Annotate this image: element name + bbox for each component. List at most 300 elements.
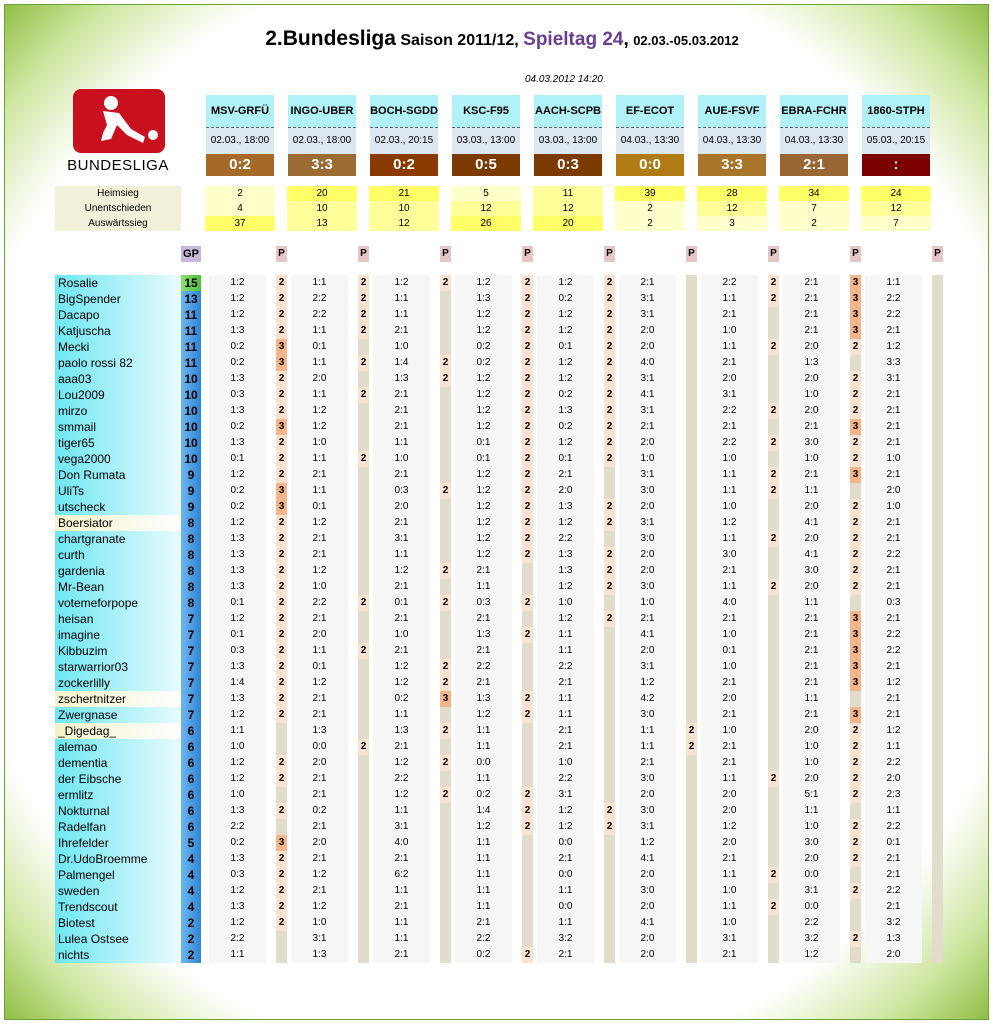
tip-points: 2 [440, 723, 451, 739]
tip-points [932, 803, 943, 819]
tip-points [358, 419, 369, 435]
player-tip: 1:4 [209, 675, 266, 691]
player-name: mirzo [55, 403, 181, 419]
player-tip: 2:1 [537, 739, 594, 755]
player-tip: 1:1 [865, 275, 922, 291]
player-tip: 2:2 [865, 643, 922, 659]
player-points: 7 [181, 675, 201, 691]
player-tip: 2:1 [865, 467, 922, 483]
player-tip: 2:2 [537, 771, 594, 787]
player-points: 6 [181, 787, 201, 803]
tip-points [440, 819, 451, 835]
player-tip: 1:3 [209, 563, 266, 579]
tip-points [358, 771, 369, 787]
player-tip: 4:1 [619, 387, 676, 403]
tip-points [932, 275, 943, 291]
tip-points: 2 [276, 387, 287, 403]
tip-points: 2 [850, 451, 861, 467]
tip-points [932, 691, 943, 707]
tip-points [604, 915, 615, 931]
tip-points [768, 947, 779, 963]
tip-points: 3 [850, 291, 861, 307]
tip-points [686, 451, 697, 467]
player-name: Zwergnase [55, 707, 181, 723]
player-tip: 1:1 [865, 803, 922, 819]
player-tip: 1:3 [455, 627, 512, 643]
player-tip: 2:1 [701, 707, 758, 723]
player-tip: 2:1 [783, 419, 840, 435]
tip-points: 2 [440, 563, 451, 579]
player-name: BigSpender [55, 291, 181, 307]
tip-points: 3 [276, 835, 287, 851]
tip-points [440, 707, 451, 723]
tip-points [932, 627, 943, 643]
player-name: Palmengel [55, 867, 181, 883]
player-tip: 1:1 [373, 915, 430, 931]
tip-points [440, 579, 451, 595]
player-tip: 2:0 [701, 803, 758, 819]
tip-points: 2 [276, 915, 287, 931]
tip-points [522, 835, 533, 851]
player-tip: 2:1 [701, 419, 758, 435]
player-tip: 2:0 [783, 723, 840, 739]
tip-points [932, 787, 943, 803]
player-tip: 0:2 [209, 499, 266, 515]
stat-value: 28 [697, 186, 767, 201]
tip-points [686, 467, 697, 483]
tip-points: 2 [276, 691, 287, 707]
tip-points [686, 947, 697, 963]
tip-points: 2 [604, 323, 615, 339]
tip-points: 2 [768, 339, 779, 355]
tip-points [358, 579, 369, 595]
stat-value: 12 [861, 201, 931, 216]
tip-points: 2 [604, 819, 615, 835]
tip-points [440, 547, 451, 563]
player-tip: 1:2 [373, 563, 430, 579]
player-tip: 1:0 [291, 579, 348, 595]
player-tip: 1:2 [865, 675, 922, 691]
player-tip: 1:2 [209, 915, 266, 931]
stat-value: 2 [615, 216, 685, 231]
tip-points [768, 547, 779, 563]
tip-points: 2 [850, 339, 861, 355]
match-column [370, 95, 438, 176]
tip-points: 3 [276, 355, 287, 371]
logo-wordmark: BUNDESLIGA [67, 157, 169, 174]
tip-points: 2 [604, 403, 615, 419]
player-tip: 2:1 [291, 531, 348, 547]
tip-points [358, 947, 369, 963]
player-tip: 0:0 [537, 835, 594, 851]
player-tip: 1:3 [537, 403, 594, 419]
player-tip: 1:1 [373, 307, 430, 323]
player-tip: 1:1 [373, 931, 430, 947]
tip-points [604, 835, 615, 851]
player-tip: 2:1 [373, 947, 430, 963]
tip-points: 2 [604, 803, 615, 819]
player-name: Rosalie [55, 275, 181, 291]
player-tip: 1:0 [209, 787, 266, 803]
tip-points [768, 451, 779, 467]
player-tip: 3:1 [373, 531, 430, 547]
player-tip: 6:2 [373, 867, 430, 883]
player-tip: 2:1 [783, 707, 840, 723]
tip-points [358, 835, 369, 851]
stat-value: 12 [533, 201, 603, 216]
player-tip: 1:3 [209, 547, 266, 563]
player-tip: 1:2 [209, 275, 266, 291]
stat-value: 5 [451, 186, 521, 201]
player-points: 6 [181, 723, 201, 739]
tip-points [604, 707, 615, 723]
logo-badge [73, 89, 165, 153]
tip-points [686, 755, 697, 771]
player-tip: 1:3 [291, 723, 348, 739]
tip-points [440, 627, 451, 643]
tip-points: 2 [276, 371, 287, 387]
tip-points: 3 [850, 307, 861, 323]
player-tip: 1:1 [701, 531, 758, 547]
player-tip: 1:1 [291, 451, 348, 467]
page-title [55, 27, 949, 51]
player-tip: 1:3 [373, 371, 430, 387]
player-tip: 2:1 [783, 611, 840, 627]
player-tip: 4:2 [619, 691, 676, 707]
player-tip: 2:1 [783, 659, 840, 675]
player-tip: 0:3 [209, 643, 266, 659]
player-tip: 2:1 [865, 419, 922, 435]
player-tip: 0:2 [537, 387, 594, 403]
stat-value: 11 [533, 186, 603, 201]
tip-points: 3 [850, 627, 861, 643]
match-result: 0:2 [370, 154, 438, 176]
player-tip: 1:3 [209, 579, 266, 595]
player-tip: 2:0 [783, 771, 840, 787]
player-tip: 1:2 [209, 611, 266, 627]
player-tip: 0:3 [209, 387, 266, 403]
tip-points [932, 883, 943, 899]
player-tip: 3:1 [619, 371, 676, 387]
tip-points [276, 931, 287, 947]
player-tip: 2:2 [537, 659, 594, 675]
points-header: P [768, 246, 779, 262]
player-tip: 0:0 [783, 867, 840, 883]
tip-points [768, 723, 779, 739]
tip-points: 2 [276, 515, 287, 531]
tip-points: 2 [604, 515, 615, 531]
player-tip: 1:2 [537, 275, 594, 291]
tip-points: 3 [850, 419, 861, 435]
tip-points [932, 579, 943, 595]
tip-points [768, 819, 779, 835]
player-points: 7 [181, 611, 201, 627]
tip-points [686, 771, 697, 787]
tip-points [686, 275, 697, 291]
player-tip: 1:2 [455, 419, 512, 435]
player-tip: 1:1 [701, 771, 758, 787]
player-tip: 1:1 [537, 915, 594, 931]
tip-points: 2 [850, 883, 861, 899]
tip-points [932, 435, 943, 451]
player-tip: 2:1 [865, 899, 922, 915]
tip-points: 2 [276, 867, 287, 883]
tip-points [686, 323, 697, 339]
tip-points: 2 [522, 275, 533, 291]
player-tip: 2:1 [619, 419, 676, 435]
tip-points: 2 [604, 371, 615, 387]
player-name: aaa03 [55, 371, 181, 387]
player-tip: 1:2 [291, 867, 348, 883]
tip-points [604, 883, 615, 899]
tip-points: 2 [604, 611, 615, 627]
player-name: _Digedag_ [55, 723, 181, 739]
player-tip: 1:0 [701, 915, 758, 931]
player-tip: 3:1 [619, 515, 676, 531]
match-column [862, 95, 930, 176]
tip-points [932, 931, 943, 947]
stat-value: 37 [205, 216, 275, 231]
player-tip: 3:1 [619, 819, 676, 835]
stat-value: 24 [861, 186, 931, 201]
player-tip: 2:1 [455, 611, 512, 627]
tip-points [768, 707, 779, 723]
tip-points: 2 [276, 659, 287, 675]
player-tip: 1:2 [619, 835, 676, 851]
tip-points: 2 [276, 851, 287, 867]
tip-points [358, 659, 369, 675]
player-tip: 0:1 [455, 435, 512, 451]
stat-value: 20 [287, 186, 357, 201]
player-tip: 1:2 [455, 531, 512, 547]
tip-points [522, 867, 533, 883]
player-tip: 3:1 [619, 291, 676, 307]
match-result: 3:3 [698, 154, 766, 176]
tip-points [358, 499, 369, 515]
player-tip: 0:2 [209, 483, 266, 499]
player-tip: 1:2 [373, 659, 430, 675]
points-header: P [358, 246, 369, 262]
player-tip: 2:0 [619, 787, 676, 803]
tip-points: 2 [522, 355, 533, 371]
league-title: 2.Bundesliga [265, 27, 396, 50]
player-tip: 1:2 [537, 515, 594, 531]
player-tip: 2:1 [701, 675, 758, 691]
tip-points: 2 [276, 771, 287, 787]
player-tip: 2:1 [537, 851, 594, 867]
player-tip: 1:2 [209, 755, 266, 771]
player-tip: 1:1 [701, 579, 758, 595]
tip-points [604, 723, 615, 739]
player-tip: 2:0 [783, 499, 840, 515]
tip-points: 2 [604, 435, 615, 451]
tip-points [932, 723, 943, 739]
player-tip: 1:2 [537, 323, 594, 339]
player-points: 8 [181, 579, 201, 595]
player-tip: 2:1 [865, 531, 922, 547]
player-tip: 2:1 [373, 387, 430, 403]
player-tip: 2:0 [783, 531, 840, 547]
tip-points [932, 675, 943, 691]
tip-points [604, 739, 615, 755]
player-tip: 1:1 [455, 835, 512, 851]
tip-points: 2 [522, 451, 533, 467]
player-name: Dacapo [55, 307, 181, 323]
player-tip: 1:2 [455, 403, 512, 419]
player-tip: 2:2 [537, 531, 594, 547]
player-tip: 1:3 [209, 659, 266, 675]
player-tip: 1:0 [701, 723, 758, 739]
tip-points: 2 [276, 675, 287, 691]
match-kickoff: 02.03., 20:15 [370, 128, 438, 154]
player-tip: 2:1 [783, 675, 840, 691]
tip-points: 2 [276, 755, 287, 771]
tip-points: 2 [276, 579, 287, 595]
player-name: starwarrior03 [55, 659, 181, 675]
player-tip: 2:0 [865, 483, 922, 499]
tip-points: 2 [522, 547, 533, 563]
player-tip: 1:1 [455, 579, 512, 595]
player-tip: 1:2 [865, 723, 922, 739]
tip-points [440, 387, 451, 403]
update-timestamp: 04.03.2012 14:20 [525, 74, 603, 85]
tip-points [686, 675, 697, 691]
player-tip: 1:2 [455, 307, 512, 323]
player-tip: 1:2 [537, 803, 594, 819]
player-points: 15 [181, 275, 201, 291]
player-tip: 1:2 [455, 707, 512, 723]
tip-points [440, 867, 451, 883]
player-name: Boersiator [55, 515, 181, 531]
player-tip: 1:0 [537, 755, 594, 771]
tip-points [932, 499, 943, 515]
match-column [698, 95, 766, 176]
tip-points [686, 915, 697, 931]
player-name: Lulea Ostsee [55, 931, 181, 947]
tip-points: 3 [276, 499, 287, 515]
match-result: 2:1 [780, 154, 848, 176]
player-tip: 2:1 [537, 723, 594, 739]
player-tip: 1:0 [783, 755, 840, 771]
tip-points [850, 355, 861, 371]
player-tip: 2:1 [291, 771, 348, 787]
player-tip: 2:1 [291, 819, 348, 835]
player-tip: 2:0 [619, 339, 676, 355]
player-name: imagine [55, 627, 181, 643]
tip-points [768, 355, 779, 371]
tip-points [604, 931, 615, 947]
player-name: Don Rumata [55, 467, 181, 483]
tip-points: 3 [850, 707, 861, 723]
player-tip: 2:1 [291, 851, 348, 867]
player-tip: 2:0 [783, 371, 840, 387]
tip-points: 2 [522, 387, 533, 403]
player-tip: 2:2 [291, 291, 348, 307]
tip-points: 2 [276, 451, 287, 467]
player-tip: 4:0 [619, 355, 676, 371]
tip-points [686, 819, 697, 835]
stat-value: 26 [451, 216, 521, 231]
tip-points: 2 [768, 483, 779, 499]
tip-points [522, 723, 533, 739]
player-tip: 2:1 [701, 851, 758, 867]
tip-points [932, 467, 943, 483]
player-tip: 2:0 [783, 339, 840, 355]
player-tip: 4:0 [701, 595, 758, 611]
tip-points: 2 [276, 707, 287, 723]
tip-points [932, 403, 943, 419]
player-tip: 3:0 [701, 547, 758, 563]
stat-value: 2 [615, 201, 685, 216]
tip-points [522, 915, 533, 931]
player-tip: 1:2 [701, 515, 758, 531]
tip-points: 2 [276, 307, 287, 323]
player-points: 8 [181, 515, 201, 531]
player-tip: 2:2 [865, 547, 922, 563]
tip-points [276, 819, 287, 835]
player-tip: 1:2 [455, 387, 512, 403]
stat-value: 12 [369, 216, 439, 231]
tip-points: 2 [276, 883, 287, 899]
tip-points [768, 739, 779, 755]
player-tip: 3:0 [783, 835, 840, 851]
tip-points [522, 851, 533, 867]
player-points: 4 [181, 899, 201, 915]
player-tip: 2:3 [865, 787, 922, 803]
player-name: curth [55, 547, 181, 563]
tip-points [932, 851, 943, 867]
match-column [616, 95, 684, 176]
tip-table [55, 17, 949, 992]
player-points: 6 [181, 819, 201, 835]
player-tip: 2:0 [619, 547, 676, 563]
player-tip: 3:1 [783, 883, 840, 899]
tip-points: 2 [522, 403, 533, 419]
tip-points [604, 947, 615, 963]
match-teams: MSV-GRFÜ [206, 95, 274, 128]
tip-points [932, 611, 943, 627]
tip-points: 2 [358, 291, 369, 307]
player-tip: 1:2 [537, 611, 594, 627]
player-points: 4 [181, 851, 201, 867]
match-kickoff: 03.03., 13:00 [452, 128, 520, 154]
player-tip: 2:2 [865, 819, 922, 835]
player-tip: 0:0 [537, 899, 594, 915]
player-tip: 2:1 [783, 291, 840, 307]
player-tip: 1:1 [373, 291, 430, 307]
tip-points [768, 851, 779, 867]
tip-points: 2 [850, 771, 861, 787]
player-tip: 0:2 [537, 419, 594, 435]
tip-points: 2 [276, 403, 287, 419]
player-tip: 2:1 [865, 403, 922, 419]
player-tip: 1:1 [291, 643, 348, 659]
player-tip: 2:1 [701, 755, 758, 771]
player-tip: 3:2 [537, 931, 594, 947]
tip-points [358, 467, 369, 483]
tip-points: 2 [276, 611, 287, 627]
player-tip: 2:1 [455, 563, 512, 579]
player-tip: 1:1 [291, 387, 348, 403]
tip-points [850, 691, 861, 707]
player-tip: 1:2 [537, 355, 594, 371]
player-tip: 2:2 [865, 883, 922, 899]
tip-points [768, 371, 779, 387]
tip-points [686, 531, 697, 547]
bundesliga-logo [63, 89, 173, 189]
match-kickoff: 02.03., 18:00 [206, 128, 274, 154]
tip-points: 2 [440, 755, 451, 771]
